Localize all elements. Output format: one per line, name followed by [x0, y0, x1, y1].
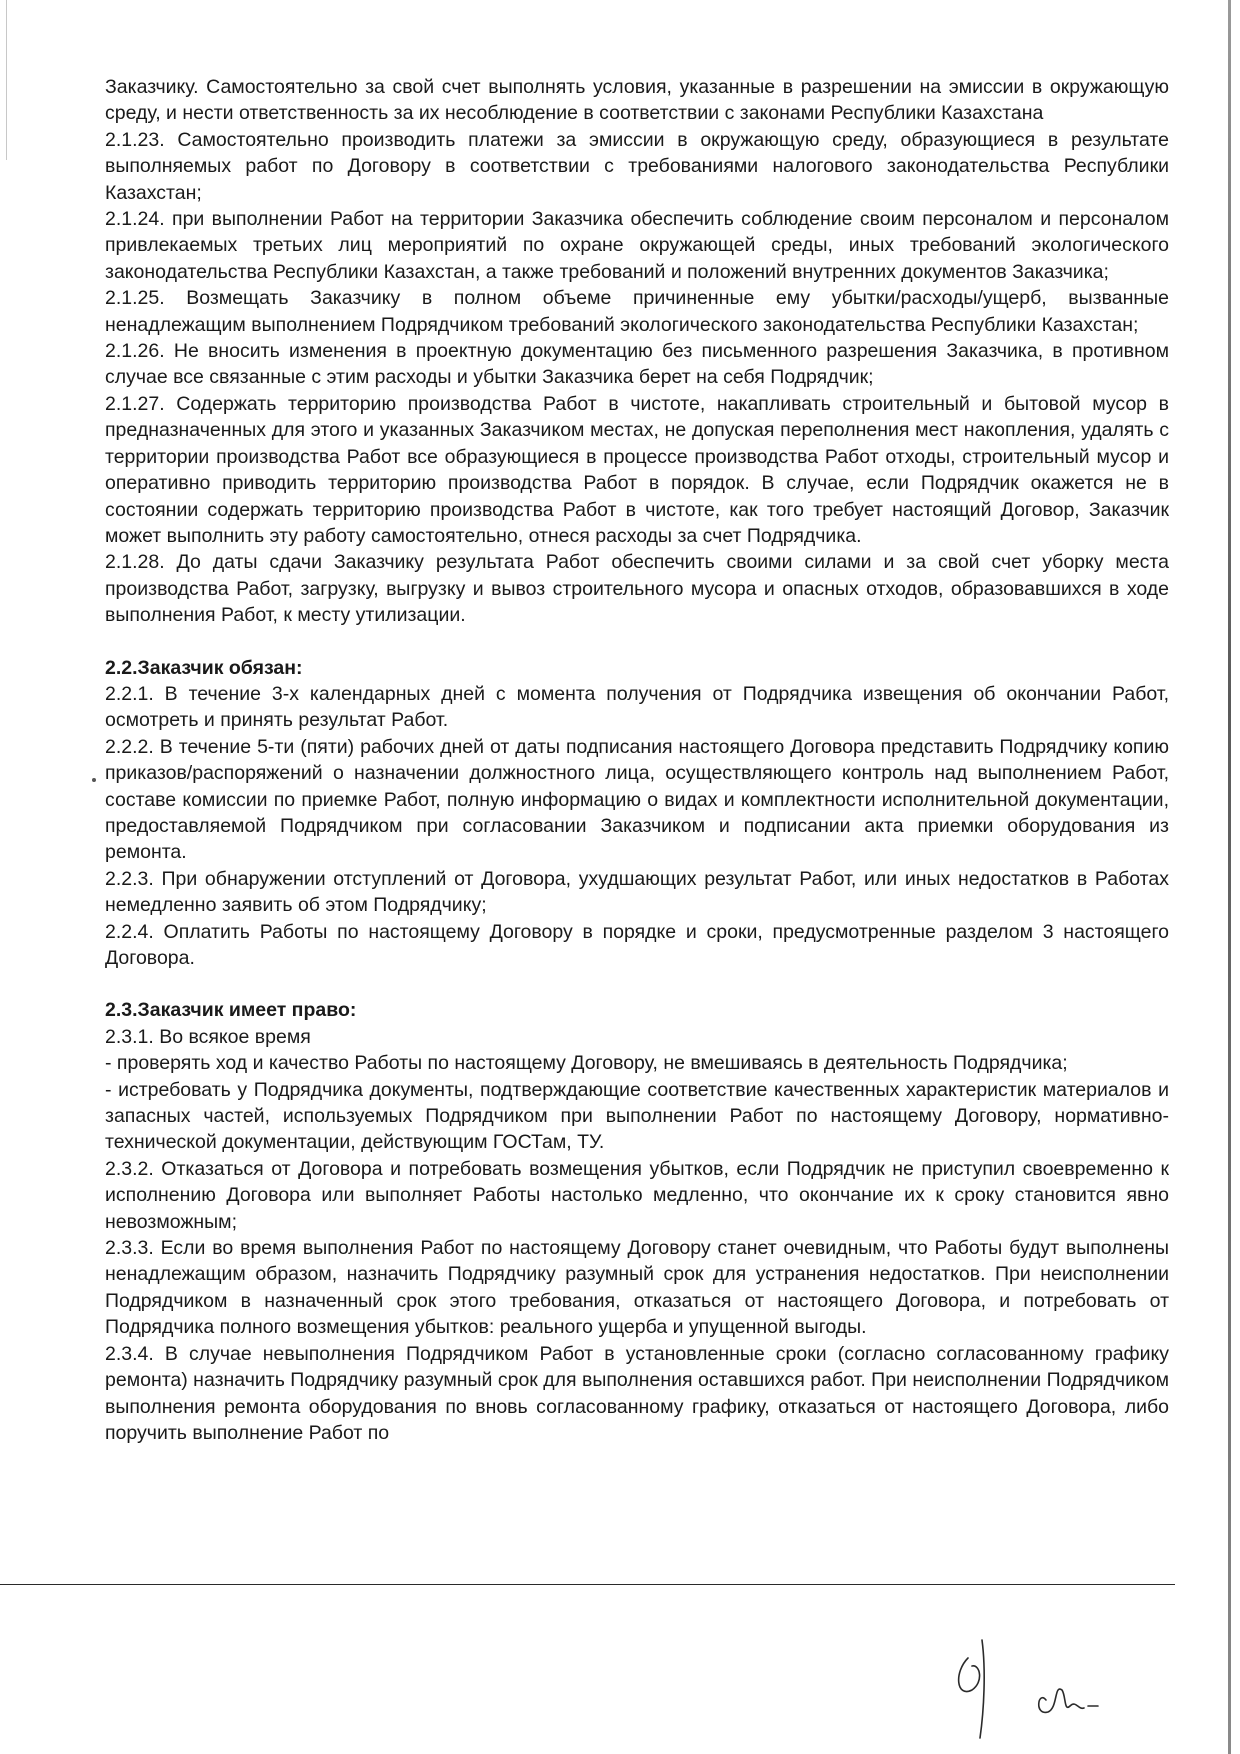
- scan-edge-right: [1228, 0, 1231, 1754]
- document-body: [105, 74, 1169, 1446]
- paragraph: 2.1.27. Содержать территорию производства Работ в чистоте, накапливать строительный и бытовой мусор в предназначенных для этого и указанных Заказчиком местах, не допуская переполнения мест накопления, удалять с территории производства Работ все образующиеся в процессе производства Работ отходы, строительный мусор и оперативно приводить территорию производства Работ в порядок. В случае, если Подрядчик окажется не в состоянии содержать территорию производства Работ в чистоте, как того требует настоящий Договор, Заказчик может выполнить эту работу самостоятельно, отнеся расходы за счет Подрядчика.: [105, 392, 1169, 547]
- page-break-line: [0, 1584, 1175, 1585]
- paragraph: 2.1.28. До даты сдачи Заказчику результата Работ обеспечить своими силами и за свой счет уборку места производства Работ, загрузку, выгрузку и вывоз строительного мусора и опасных отходов, образовавшихся в ходе выполнения Работ, к месту утилизации.: [105, 551, 1169, 627]
- section-gap: [105, 629, 1169, 655]
- paragraph: 2.2.1. В течение 3-х календарных дней с момента получения от Подрядчика извещения об окончании Работ, осмотреть и принять результат Работ.: [105, 682, 1169, 732]
- paragraph: 2.1.23. Самостоятельно производить платежи за эмиссии в окружающую среду, образующиеся в результате выполняемых работ по Договору в соответствии с требованиями налогового законодательства Республики Казахстан;: [105, 128, 1169, 204]
- paragraph: Заказчику. Самостоятельно за свой счет выполнять условия, указанные в разрешении на эмиссии в окружающую среду, и нести ответственность за их несоблюдение в соответствии с законами Республики Казахстана: [105, 76, 1169, 125]
- paragraph: 2.2.2. В течение 5-ти (пяти) рабочих дней от даты подписания настоящего Договора представить Подрядчику копию приказов/распоряжений о назначении должностного лица, осуществляющего контроль над выполнением Работ, составе комиссии по приемке Работ, полную информацию о видах и комплектности исполнительной документации, предоставляемой Подрядчиком при согласовании Заказчиком и подписании акта приемки оборудования из ремонта.: [105, 735, 1169, 864]
- paragraph: 2.3.3. Если во время выполнения Работ по настоящему Договору станет очевидным, что Работы будут выполнены ненадлежащим образом, назначить Подрядчику разумный срок для устранения недостатков. При неисполнении Подрядчиком в назначенный срок этого требования, отказаться от настоящего Договора, и потребовать от Подрядчика полного возмещения убытков: реального ущерба и упущенной выгоды.: [105, 1237, 1169, 1339]
- paragraph: 2.1.26. Не вносить изменения в проектную документацию без письменного разрешения Заказчика, в противном случае все связанные с этим расходы и убытки Заказчика берет на себя Подрядчик;: [105, 340, 1169, 389]
- section-heading-2-2: 2.2.Заказчик обязан:: [105, 656, 303, 679]
- paragraph: 2.2.3. При обнаружении отступлений от Договора, ухудшающих результат Работ, или иных недостатков в Работах немедленно заявить об этом Подрядчику;: [105, 867, 1169, 917]
- paragraph: 2.3.4. В случае невыполнения Подрядчиком Работ в установленные сроки (согласно согласованному графику ремонта) назначить Подрядчику разумный срок для выполнения оставшихся работ. При неисполнении Подрядчиком выполнения ремонта оборудования по вновь согласованному графику, отказаться от настоящего Договора, либо поручить выполнение Работ по: [105, 1342, 1169, 1444]
- handwritten-signature: [950, 1620, 1120, 1740]
- section-gap: [105, 971, 1169, 997]
- paragraph: 2.3.2. Отказаться от Договора и потребовать возмещения убытков, если Подрядчик не приступил своевременно к исполнению Договора или выполняет Работы настолько медленно, что окончание их к сроку становится явно невозможным;: [105, 1157, 1169, 1233]
- paragraph: 2.1.24. при выполнении Работ на территории Заказчика обеспечить соблюдение своим персоналом и персоналом привлекаемых третьих лиц мероприятий по охране окружающей среды, иных требований экологического законодательства Республики Казахстан, а также требований и положений внутренних документов Заказчика;: [105, 208, 1169, 283]
- paragraph: - истребовать у Подрядчика документы, подтверждающие соответствие качественных характеристик материалов и запасных частей, используемых Подрядчиком при выполнении Работ по настоящему Договору, нормативно-технической документации, действующим ГОСТам, ТУ.: [105, 1078, 1169, 1154]
- scan-edge-left: [6, 0, 7, 160]
- paragraph: - проверять ход и качество Работы по настоящему Договору, не вмешиваясь в деятельность Подрядчика;: [105, 1052, 1068, 1075]
- paragraph: 2.3.1. Во всякое время: [105, 1025, 311, 1048]
- paragraph: 2.1.25. Возмещать Заказчику в полном объеме причиненные ему убытки/расходы/ущерб, вызванные ненадлежащим выполнением Подрядчиком требований экологического законодательства Республики Казахстан;: [105, 287, 1169, 336]
- margin-mark: [92, 778, 96, 782]
- paragraph: 2.2.4. Оплатить Работы по настоящему Договору в порядке и сроки, предусмотренные разделом 3 настоящего Договора.: [105, 920, 1169, 969]
- section-heading-2-3: 2.3.Заказчик имеет право:: [105, 999, 357, 1022]
